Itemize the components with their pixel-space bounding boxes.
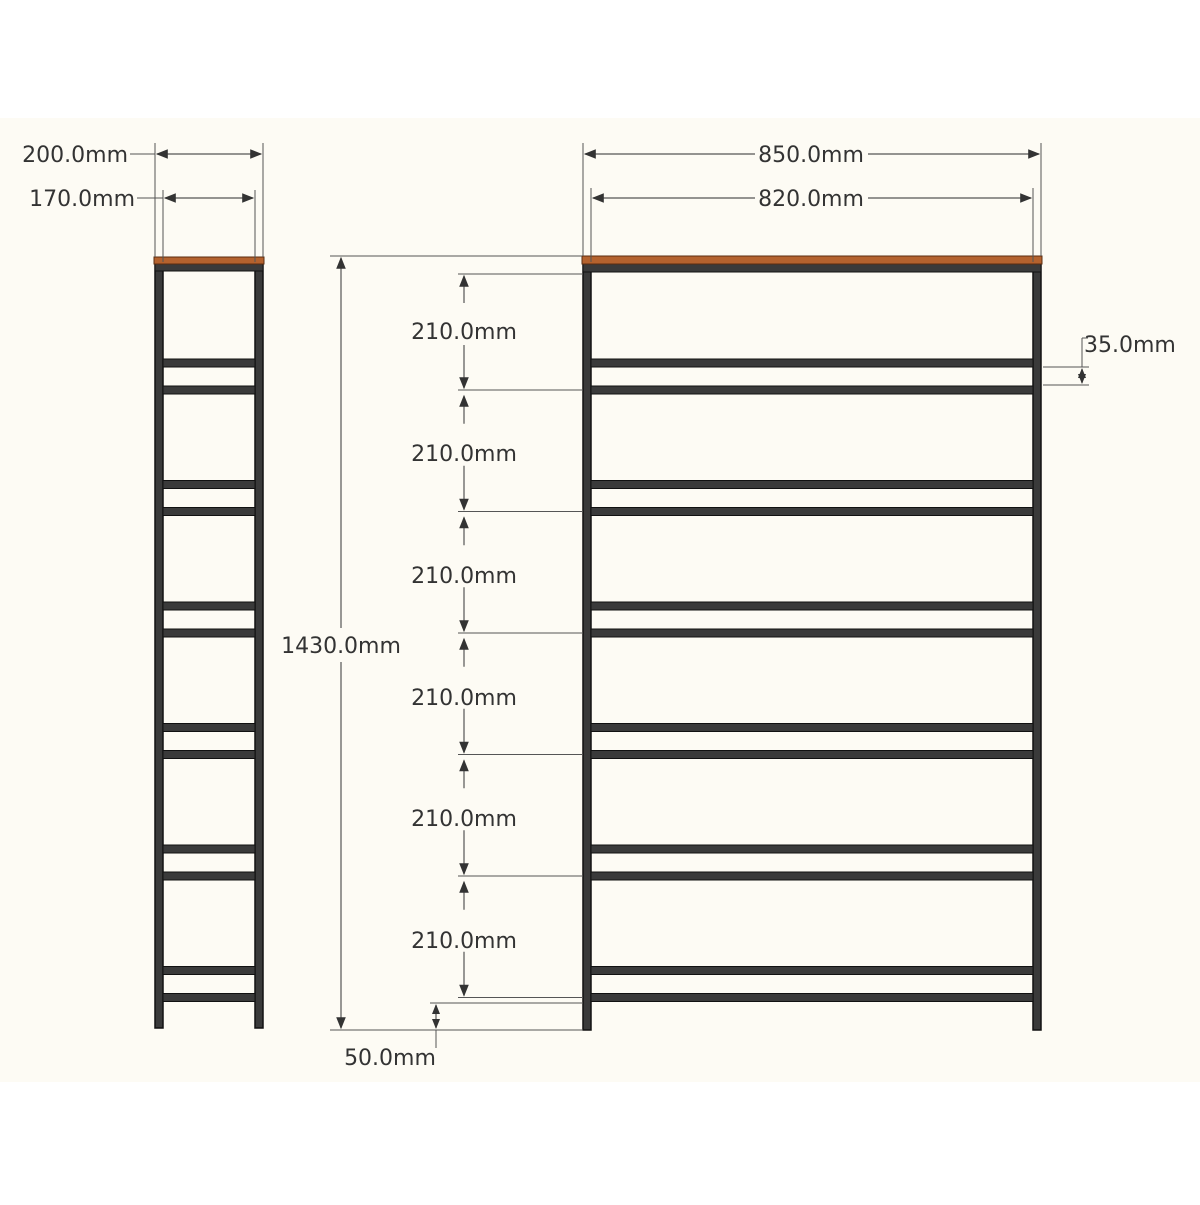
tier-height-label: 210.0mm [411,686,517,711]
front-lower-rail [591,872,1033,880]
front-right-post [1033,262,1041,1030]
side-upper-rail [163,359,255,367]
side-upper-rail [163,602,255,610]
side-upper-rail [163,724,255,732]
front-upper-rail [591,359,1033,367]
side-wood-top [154,257,264,264]
tier-height-label: 210.0mm [411,320,517,345]
front-upper-rail [591,602,1033,610]
side-left-post [155,262,163,1028]
inner-depth-label: 170.0mm [29,187,135,212]
front-lower-rail [591,386,1033,394]
front-lower-rail [591,751,1033,759]
front-upper-rail [591,481,1033,489]
front-lower-rail [591,629,1033,637]
total-height-label: 1430.0mm [281,634,401,659]
side-lower-rail [163,629,255,637]
side-lower-rail [163,994,255,1002]
front-upper-rail [591,967,1033,975]
outer-depth-label: 200.0mm [22,143,128,168]
side-lower-rail [163,751,255,759]
inner-width-label: 820.0mm [758,187,864,212]
side-lower-rail [163,508,255,516]
side-right-post [255,262,263,1028]
front-wood-top [582,256,1042,264]
front-lower-rail [591,994,1033,1002]
outer-width-label: 850.0mm [758,143,864,168]
front-left-post [583,262,591,1030]
front-upper-rail [591,724,1033,732]
side-lower-rail [163,872,255,880]
foot-height-label: 50.0mm [344,1046,436,1071]
tier-height-label: 210.0mm [411,564,517,589]
tier-height-label: 210.0mm [411,807,517,832]
front-lower-rail [591,508,1033,516]
front-top-rail [583,264,1041,272]
side-top-rail [155,264,263,271]
side-upper-rail [163,967,255,975]
side-upper-rail [163,481,255,489]
front-upper-rail [591,845,1033,853]
rail-gap-label: 35.0mm [1084,333,1176,358]
side-upper-rail [163,845,255,853]
side-lower-rail [163,386,255,394]
tier-height-label: 210.0mm [411,929,517,954]
tier-height-label: 210.0mm [411,442,517,467]
